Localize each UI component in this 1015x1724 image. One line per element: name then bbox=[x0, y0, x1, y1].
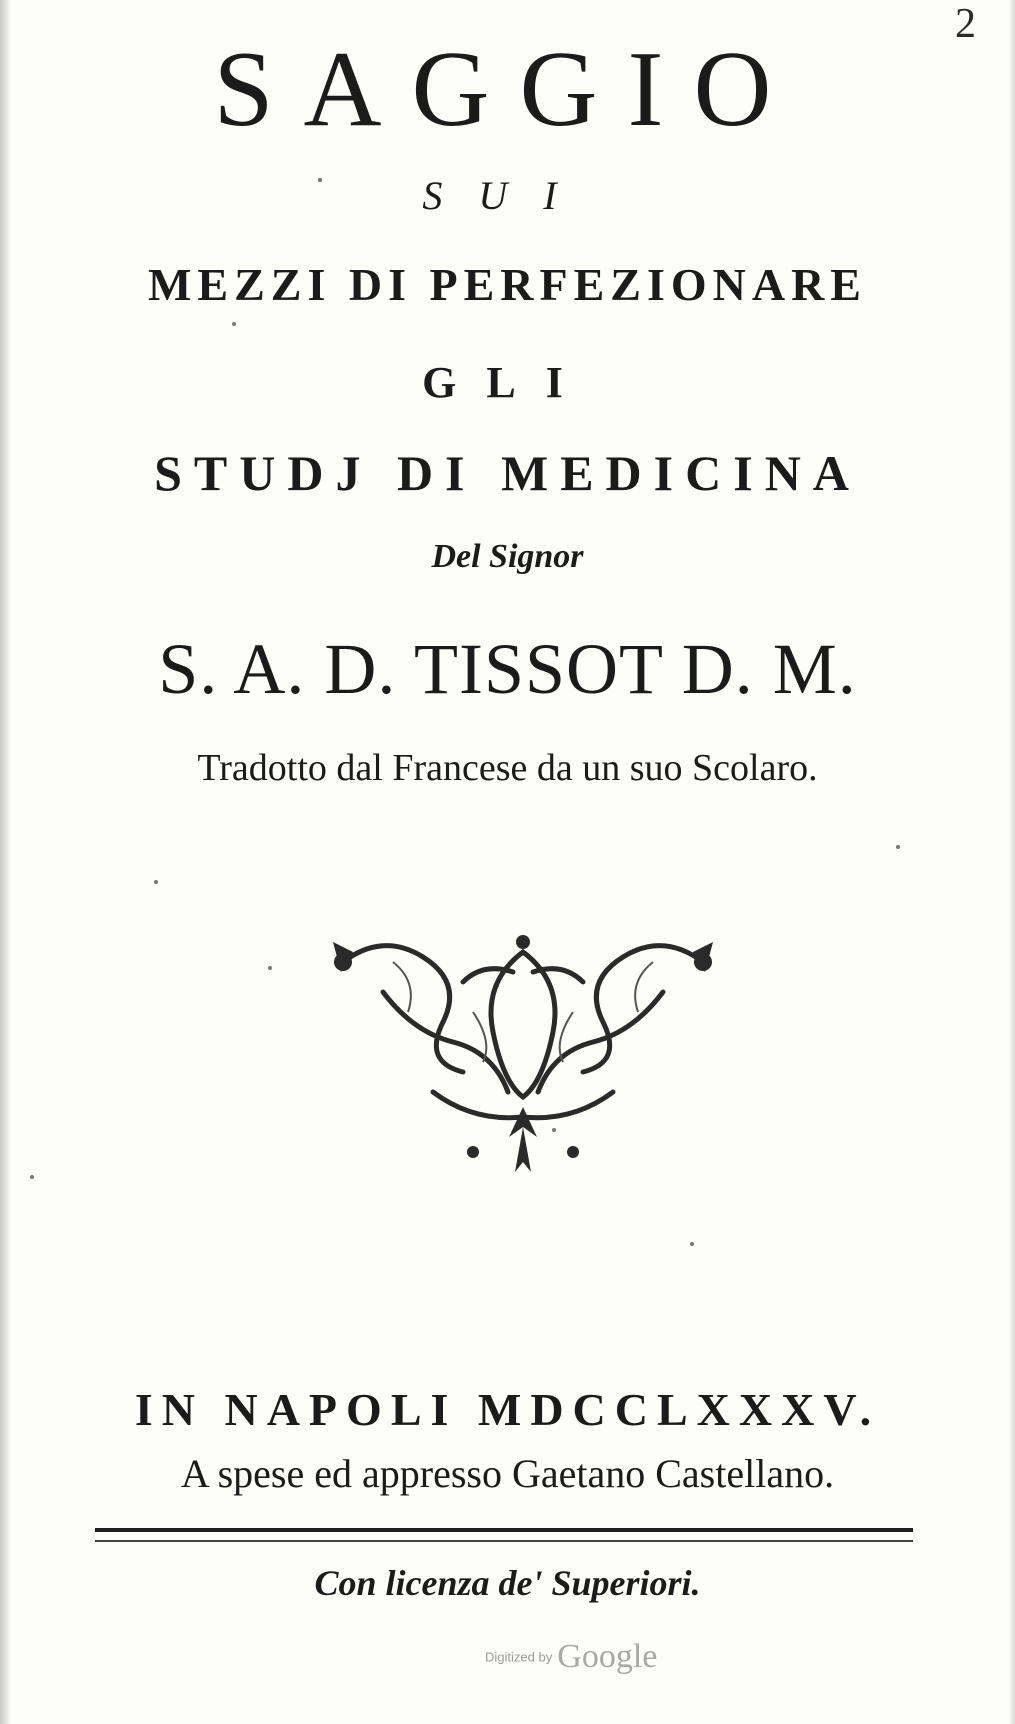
title-sui: SUI bbox=[422, 173, 593, 218]
translator-note: Tradotto dal Francese da un suo Scolaro. bbox=[197, 747, 818, 789]
title-saggio: SAGGIO bbox=[213, 30, 802, 149]
speck bbox=[30, 1175, 34, 1179]
imprint-place-year: IN NAPOLI MDCCLXXXV. bbox=[134, 1384, 881, 1435]
corner-pencil-mark: 2 bbox=[955, 1, 976, 47]
speck bbox=[318, 178, 322, 182]
printers-ornament-icon bbox=[323, 922, 723, 1182]
google-logo-icon: Google bbox=[557, 1638, 658, 1675]
speck bbox=[232, 322, 236, 326]
double-rule-top bbox=[95, 1528, 913, 1532]
author-name: S. A. D. TISSOT D. M. bbox=[158, 629, 857, 709]
title-studj: STUDJ DI MEDICINA bbox=[154, 445, 861, 501]
speck bbox=[896, 845, 900, 849]
title-gli: GLI bbox=[422, 358, 593, 407]
digitization-watermark bbox=[485, 1638, 725, 1678]
watermark-prefix: Digitized by bbox=[485, 1649, 553, 1665]
speck bbox=[552, 1128, 556, 1132]
byline-prefix: Del Signor bbox=[431, 538, 584, 575]
double-rule-bottom bbox=[95, 1540, 913, 1542]
speck bbox=[268, 966, 272, 970]
speck bbox=[154, 880, 158, 884]
license-line: Con licenza de' Superiori. bbox=[314, 1563, 701, 1603]
title-mezzi: MEZZI DI PERFEZIONARE bbox=[148, 259, 867, 310]
speck bbox=[690, 1242, 694, 1246]
imprint-publisher: A spese ed appresso Gaetano Castellano. bbox=[180, 1451, 835, 1496]
